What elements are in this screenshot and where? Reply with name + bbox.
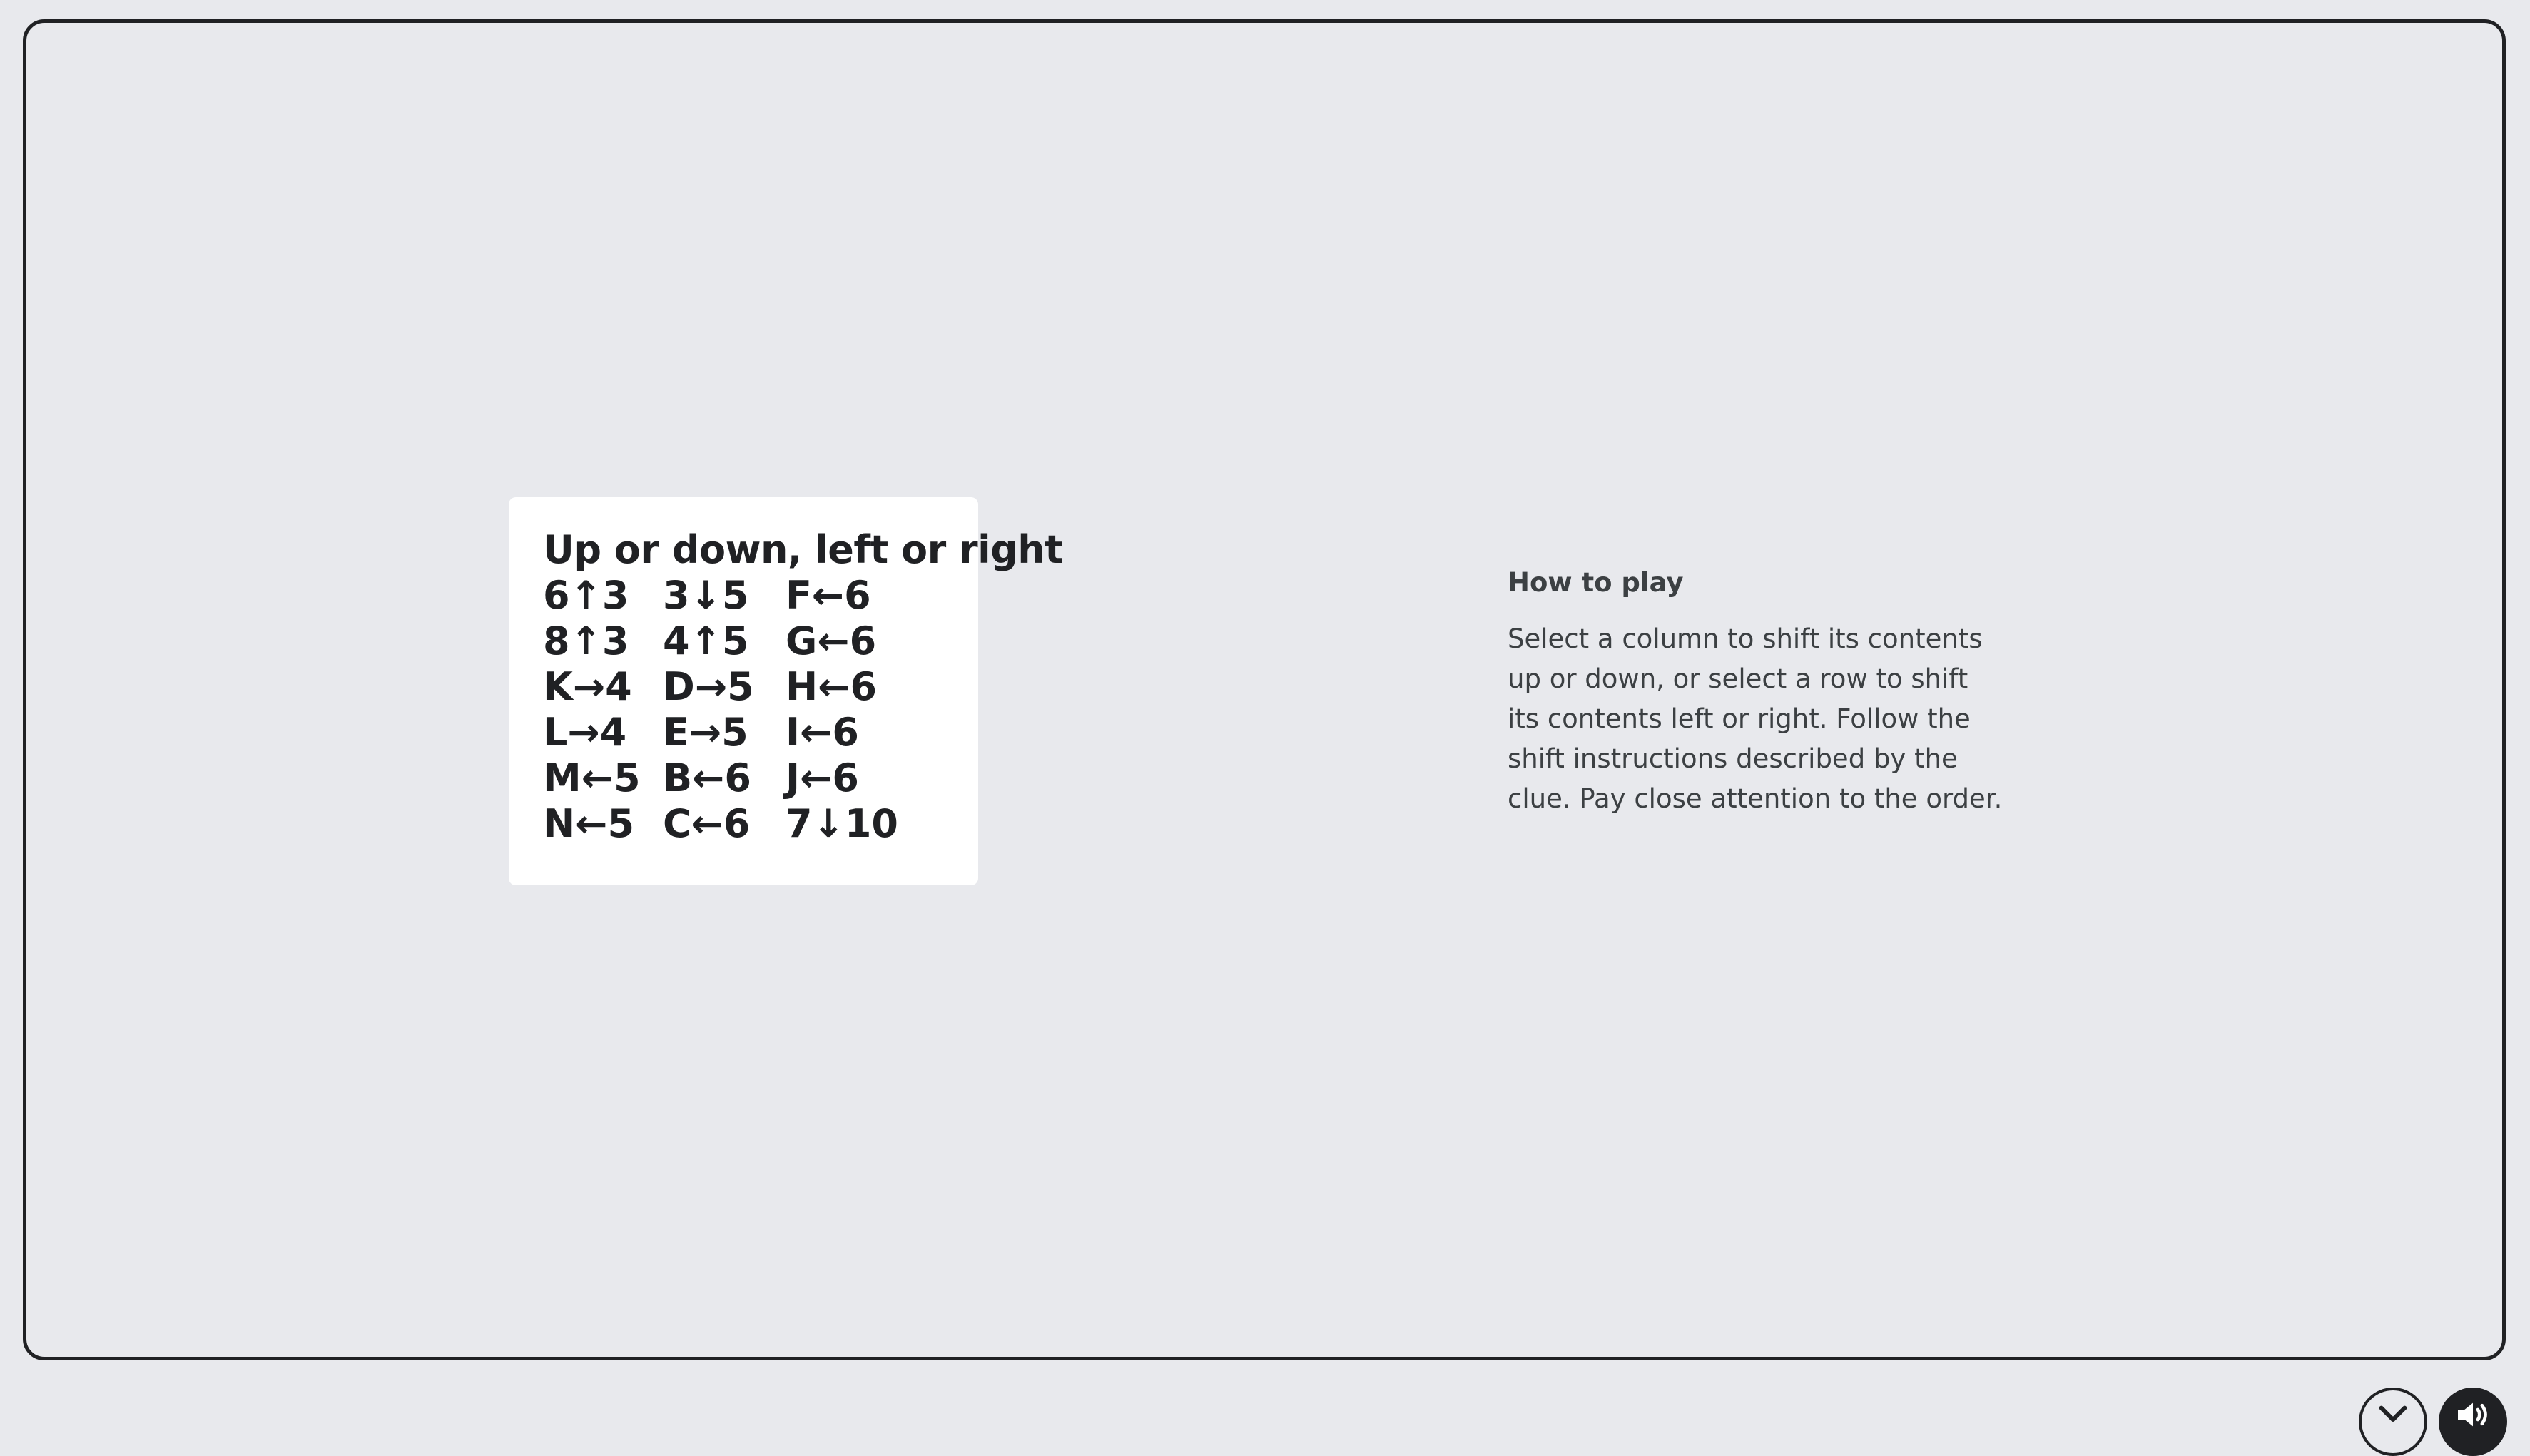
close-button[interactable] (2359, 1388, 2427, 1456)
game-frame (23, 19, 2506, 1360)
clue-item: G←6 (786, 618, 877, 663)
clue-item: B←6 (663, 755, 751, 800)
clue-item: 6↑3 (543, 573, 629, 618)
clue-title: Up or down, left or right (543, 527, 1063, 572)
clue-item: F←6 (786, 573, 871, 618)
speaker-icon (2453, 1395, 2493, 1435)
sound-button[interactable] (2439, 1388, 2507, 1456)
clue-item: D→5 (663, 664, 754, 709)
how-to-play-text: Select a column to shift its contents up or down, or select a row to shift its contents left or right. Follow the shift instructions described by the clue. Pay close attention to the order. (1508, 623, 2003, 814)
clue-item: 7↓10 (786, 801, 898, 846)
clue-item: E→5 (663, 710, 748, 755)
clue-grid (543, 573, 978, 847)
clue-item: 4↑5 (663, 618, 749, 663)
clue-item: I←6 (786, 710, 859, 755)
clue-item: N←5 (543, 801, 635, 846)
clue-item: H←6 (786, 664, 878, 709)
clue-item: K→4 (543, 664, 632, 709)
clue-item: M←5 (543, 755, 641, 800)
clue-item: L→4 (543, 710, 627, 755)
how-to-play-title: How to play (1508, 567, 1684, 598)
chevron-down-icon (2373, 1395, 2413, 1435)
clue-card (509, 497, 1063, 885)
clue-item: 8↑3 (543, 618, 629, 663)
clue-item: C←6 (663, 801, 751, 846)
clue-item: 3↓5 (663, 573, 749, 618)
clue-item: J←6 (786, 755, 859, 800)
